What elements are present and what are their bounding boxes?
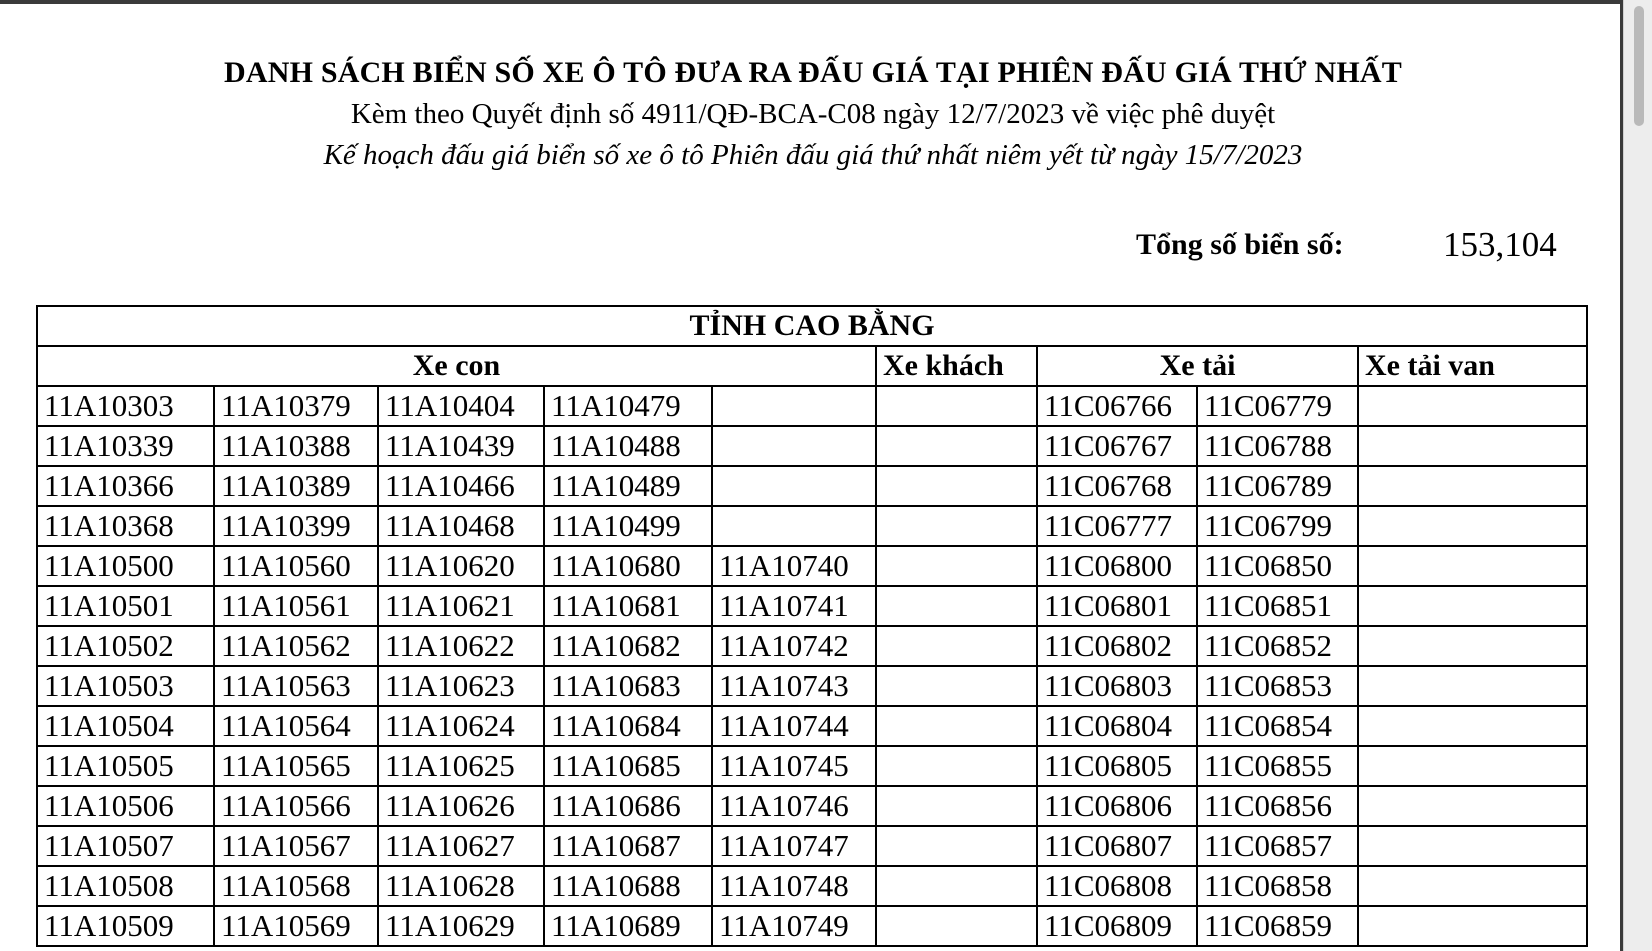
xe-con-plate-cell: 11A10502	[37, 626, 214, 666]
xe-con-plate-cell: 11A10504	[37, 706, 214, 746]
table-row	[37, 826, 1587, 866]
xe-con-plate-cell: 11A10680	[544, 546, 712, 586]
table-row	[37, 706, 1587, 746]
xe-tai-van-plate-cell	[1358, 866, 1587, 906]
xe-khach-plate-cell	[876, 786, 1037, 826]
xe-khach-plate-cell	[876, 426, 1037, 466]
document-page	[0, 4, 1620, 951]
document-plan-description: Kế hoạch đấu giá biển số xe ô tô Phiên đấu giá thứ nhất niêm yết từ ngày 15/7/2023	[323, 139, 1303, 171]
province-header: TỈNH CAO BẰNG	[37, 306, 1587, 346]
plates-table	[36, 305, 1588, 947]
table-row	[37, 506, 1587, 546]
xe-con-plate-cell: 11A10748	[712, 866, 876, 906]
xe-tai-van-plate-cell	[1358, 506, 1587, 546]
xe-khach-plate-cell	[876, 906, 1037, 946]
xe-con-plate-cell: 11A10560	[214, 546, 378, 586]
xe-con-plate-cell: 11A10439	[378, 426, 544, 466]
table-row	[37, 666, 1587, 706]
xe-khach-plate-cell	[876, 626, 1037, 666]
table-row	[37, 386, 1587, 426]
xe-khach-plate-cell	[876, 586, 1037, 626]
xe-tai-plate-cell: 11C06800	[1037, 546, 1197, 586]
xe-con-plate-cell: 11A10399	[214, 506, 378, 546]
xe-con-plate-cell: 11A10503	[37, 666, 214, 706]
xe-khach-plate-cell	[876, 706, 1037, 746]
xe-con-plate-cell: 11A10625	[378, 746, 544, 786]
xe-tai-plate-cell: 11C06852	[1197, 626, 1358, 666]
xe-con-plate-cell: 11A10740	[712, 546, 876, 586]
xe-con-plate-cell: 11A10468	[378, 506, 544, 546]
xe-tai-plate-cell: 11C06850	[1197, 546, 1358, 586]
xe-con-plate-cell: 11A10743	[712, 666, 876, 706]
xe-con-plate-cell: 11A10741	[712, 586, 876, 626]
xe-khach-plate-cell	[876, 666, 1037, 706]
xe-con-plate-cell: 11A10506	[37, 786, 214, 826]
xe-khach-plate-cell	[876, 826, 1037, 866]
xe-con-plate-cell	[712, 386, 876, 426]
xe-tai-plate-cell: 11C06807	[1037, 826, 1197, 866]
xe-tai-plate-cell: 11C06789	[1197, 466, 1358, 506]
xe-tai-van-plate-cell	[1358, 666, 1587, 706]
xe-con-plate-cell	[712, 466, 876, 506]
xe-tai-plate-cell: 11C06766	[1037, 386, 1197, 426]
xe-con-plate-cell: 11A10621	[378, 586, 544, 626]
xe-con-plate-cell: 11A10404	[378, 386, 544, 426]
xe-con-plate-cell: 11A10488	[544, 426, 712, 466]
xe-tai-plate-cell: 11C06801	[1037, 586, 1197, 626]
category-header-row	[37, 346, 1587, 386]
xe-con-plate-cell: 11A10489	[544, 466, 712, 506]
xe-con-plate-cell: 11A10565	[214, 746, 378, 786]
xe-tai-plate-cell: 11C06853	[1197, 666, 1358, 706]
xe-tai-plate-cell: 11C06804	[1037, 706, 1197, 746]
xe-tai-plate-cell: 11C06802	[1037, 626, 1197, 666]
xe-con-plate-cell: 11A10339	[37, 426, 214, 466]
xe-con-plate-cell: 11A10366	[37, 466, 214, 506]
xe-con-plate-cell	[712, 506, 876, 546]
xe-tai-van-plate-cell	[1358, 906, 1587, 946]
xe-con-plate-cell: 11A10466	[378, 466, 544, 506]
xe-tai-plate-cell: 11C06768	[1037, 466, 1197, 506]
xe-con-plate-cell: 11A10683	[544, 666, 712, 706]
total-plates-label: Tổng số biển số:	[1136, 228, 1344, 261]
xe-con-plate-cell: 11A10688	[544, 866, 712, 906]
header-xe-tai: Xe tải	[1037, 346, 1358, 386]
xe-con-plate-cell: 11A10566	[214, 786, 378, 826]
table-row	[37, 546, 1587, 586]
xe-khach-plate-cell	[876, 746, 1037, 786]
xe-con-plate-cell: 11A10569	[214, 906, 378, 946]
xe-con-plate-cell: 11A10620	[378, 546, 544, 586]
table-row	[37, 586, 1587, 626]
xe-con-plate-cell: 11A10568	[214, 866, 378, 906]
xe-con-plate-cell: 11A10684	[544, 706, 712, 746]
xe-con-plate-cell: 11A10746	[712, 786, 876, 826]
xe-con-plate-cell: 11A10627	[378, 826, 544, 866]
xe-tai-plate-cell: 11C06777	[1037, 506, 1197, 546]
xe-con-plate-cell: 11A10624	[378, 706, 544, 746]
xe-con-plate-cell: 11A10379	[214, 386, 378, 426]
xe-tai-plate-cell: 11C06805	[1037, 746, 1197, 786]
xe-con-plate-cell: 11A10742	[712, 626, 876, 666]
xe-tai-van-plate-cell	[1358, 746, 1587, 786]
xe-tai-plate-cell: 11C06859	[1197, 906, 1358, 946]
xe-con-plate-cell: 11A10626	[378, 786, 544, 826]
xe-con-plate-cell	[712, 426, 876, 466]
xe-tai-plate-cell: 11C06856	[1197, 786, 1358, 826]
xe-tai-plate-cell: 11C06808	[1037, 866, 1197, 906]
xe-con-plate-cell: 11A10499	[544, 506, 712, 546]
xe-con-plate-cell: 11A10564	[214, 706, 378, 746]
xe-con-plate-cell: 11A10500	[37, 546, 214, 586]
xe-tai-van-plate-cell	[1358, 386, 1587, 426]
scrollbar-thumb[interactable]	[1634, 6, 1644, 126]
xe-tai-van-plate-cell	[1358, 426, 1587, 466]
xe-tai-plate-cell: 11C06858	[1197, 866, 1358, 906]
xe-con-plate-cell: 11A10505	[37, 746, 214, 786]
xe-con-plate-cell: 11A10628	[378, 866, 544, 906]
xe-con-plate-cell: 11A10388	[214, 426, 378, 466]
xe-tai-plate-cell: 11C06799	[1197, 506, 1358, 546]
table-row	[37, 866, 1587, 906]
xe-tai-plate-cell: 11C06779	[1197, 386, 1358, 426]
table-row	[37, 466, 1587, 506]
table-row	[37, 786, 1587, 826]
total-plates-value: 153,104	[1443, 225, 1557, 264]
xe-con-plate-cell: 11A10689	[544, 906, 712, 946]
header-xe-khach: Xe khách	[876, 346, 1037, 386]
xe-con-plate-cell: 11A10622	[378, 626, 544, 666]
xe-tai-van-plate-cell	[1358, 826, 1587, 866]
xe-con-plate-cell: 11A10629	[378, 906, 544, 946]
xe-khach-plate-cell	[876, 546, 1037, 586]
xe-con-plate-cell: 11A10562	[214, 626, 378, 666]
table-row	[37, 626, 1587, 666]
xe-con-plate-cell: 11A10389	[214, 466, 378, 506]
xe-khach-plate-cell	[876, 386, 1037, 426]
xe-con-plate-cell: 11A10561	[214, 586, 378, 626]
xe-tai-plate-cell: 11C06855	[1197, 746, 1358, 786]
xe-con-plate-cell: 11A10747	[712, 826, 876, 866]
xe-tai-van-plate-cell	[1358, 466, 1587, 506]
xe-khach-plate-cell	[876, 466, 1037, 506]
province-header-row	[37, 306, 1587, 346]
table-row	[37, 426, 1587, 466]
xe-con-plate-cell: 11A10681	[544, 586, 712, 626]
xe-tai-van-plate-cell	[1358, 706, 1587, 746]
xe-tai-plate-cell: 11C06788	[1197, 426, 1358, 466]
xe-tai-van-plate-cell	[1358, 786, 1587, 826]
xe-tai-van-plate-cell	[1358, 626, 1587, 666]
xe-khach-plate-cell	[876, 866, 1037, 906]
document-decision-reference: Kèm theo Quyết định số 4911/QĐ-BCA-C08 ngày 12/7/2023 về việc phê duyệt	[350, 98, 1276, 130]
xe-con-plate-cell: 11A10509	[37, 906, 214, 946]
xe-con-plate-cell: 11A10501	[37, 586, 214, 626]
header-xe-con: Xe con	[37, 346, 876, 386]
header-xe-tai-van: Xe tải van	[1358, 346, 1587, 386]
xe-con-plate-cell: 11A10563	[214, 666, 378, 706]
xe-con-plate-cell: 11A10744	[712, 706, 876, 746]
xe-con-plate-cell: 11A10623	[378, 666, 544, 706]
plates-table-body	[37, 386, 1587, 946]
xe-con-plate-cell: 11A10686	[544, 786, 712, 826]
xe-con-plate-cell: 11A10479	[544, 386, 712, 426]
xe-con-plate-cell: 11A10685	[544, 746, 712, 786]
xe-con-plate-cell: 11A10303	[37, 386, 214, 426]
table-row	[37, 746, 1587, 786]
xe-tai-plate-cell: 11C06854	[1197, 706, 1358, 746]
xe-con-plate-cell: 11A10749	[712, 906, 876, 946]
xe-con-plate-cell: 11A10745	[712, 746, 876, 786]
xe-con-plate-cell: 11A10687	[544, 826, 712, 866]
xe-con-plate-cell: 11A10567	[214, 826, 378, 866]
xe-con-plate-cell: 11A10507	[37, 826, 214, 866]
xe-tai-plate-cell: 11C06767	[1037, 426, 1197, 466]
xe-tai-plate-cell: 11C06809	[1037, 906, 1197, 946]
xe-con-plate-cell: 11A10682	[544, 626, 712, 666]
xe-tai-plate-cell: 11C06806	[1037, 786, 1197, 826]
xe-con-plate-cell: 11A10508	[37, 866, 214, 906]
xe-tai-plate-cell: 11C06851	[1197, 586, 1358, 626]
xe-tai-van-plate-cell	[1358, 546, 1587, 586]
vertical-scrollbar[interactable]	[1623, 0, 1652, 951]
xe-khach-plate-cell	[876, 506, 1037, 546]
xe-con-plate-cell: 11A10368	[37, 506, 214, 546]
document-title: DANH SÁCH BIỂN SỐ XE Ô TÔ ĐƯA RA ĐẤU GIÁ TẠI PHIÊN ĐẤU GIÁ THỨ NHẤT	[223, 56, 1402, 89]
xe-tai-plate-cell: 11C06803	[1037, 666, 1197, 706]
xe-tai-van-plate-cell	[1358, 586, 1587, 626]
xe-tai-plate-cell: 11C06857	[1197, 826, 1358, 866]
table-row	[37, 906, 1587, 946]
